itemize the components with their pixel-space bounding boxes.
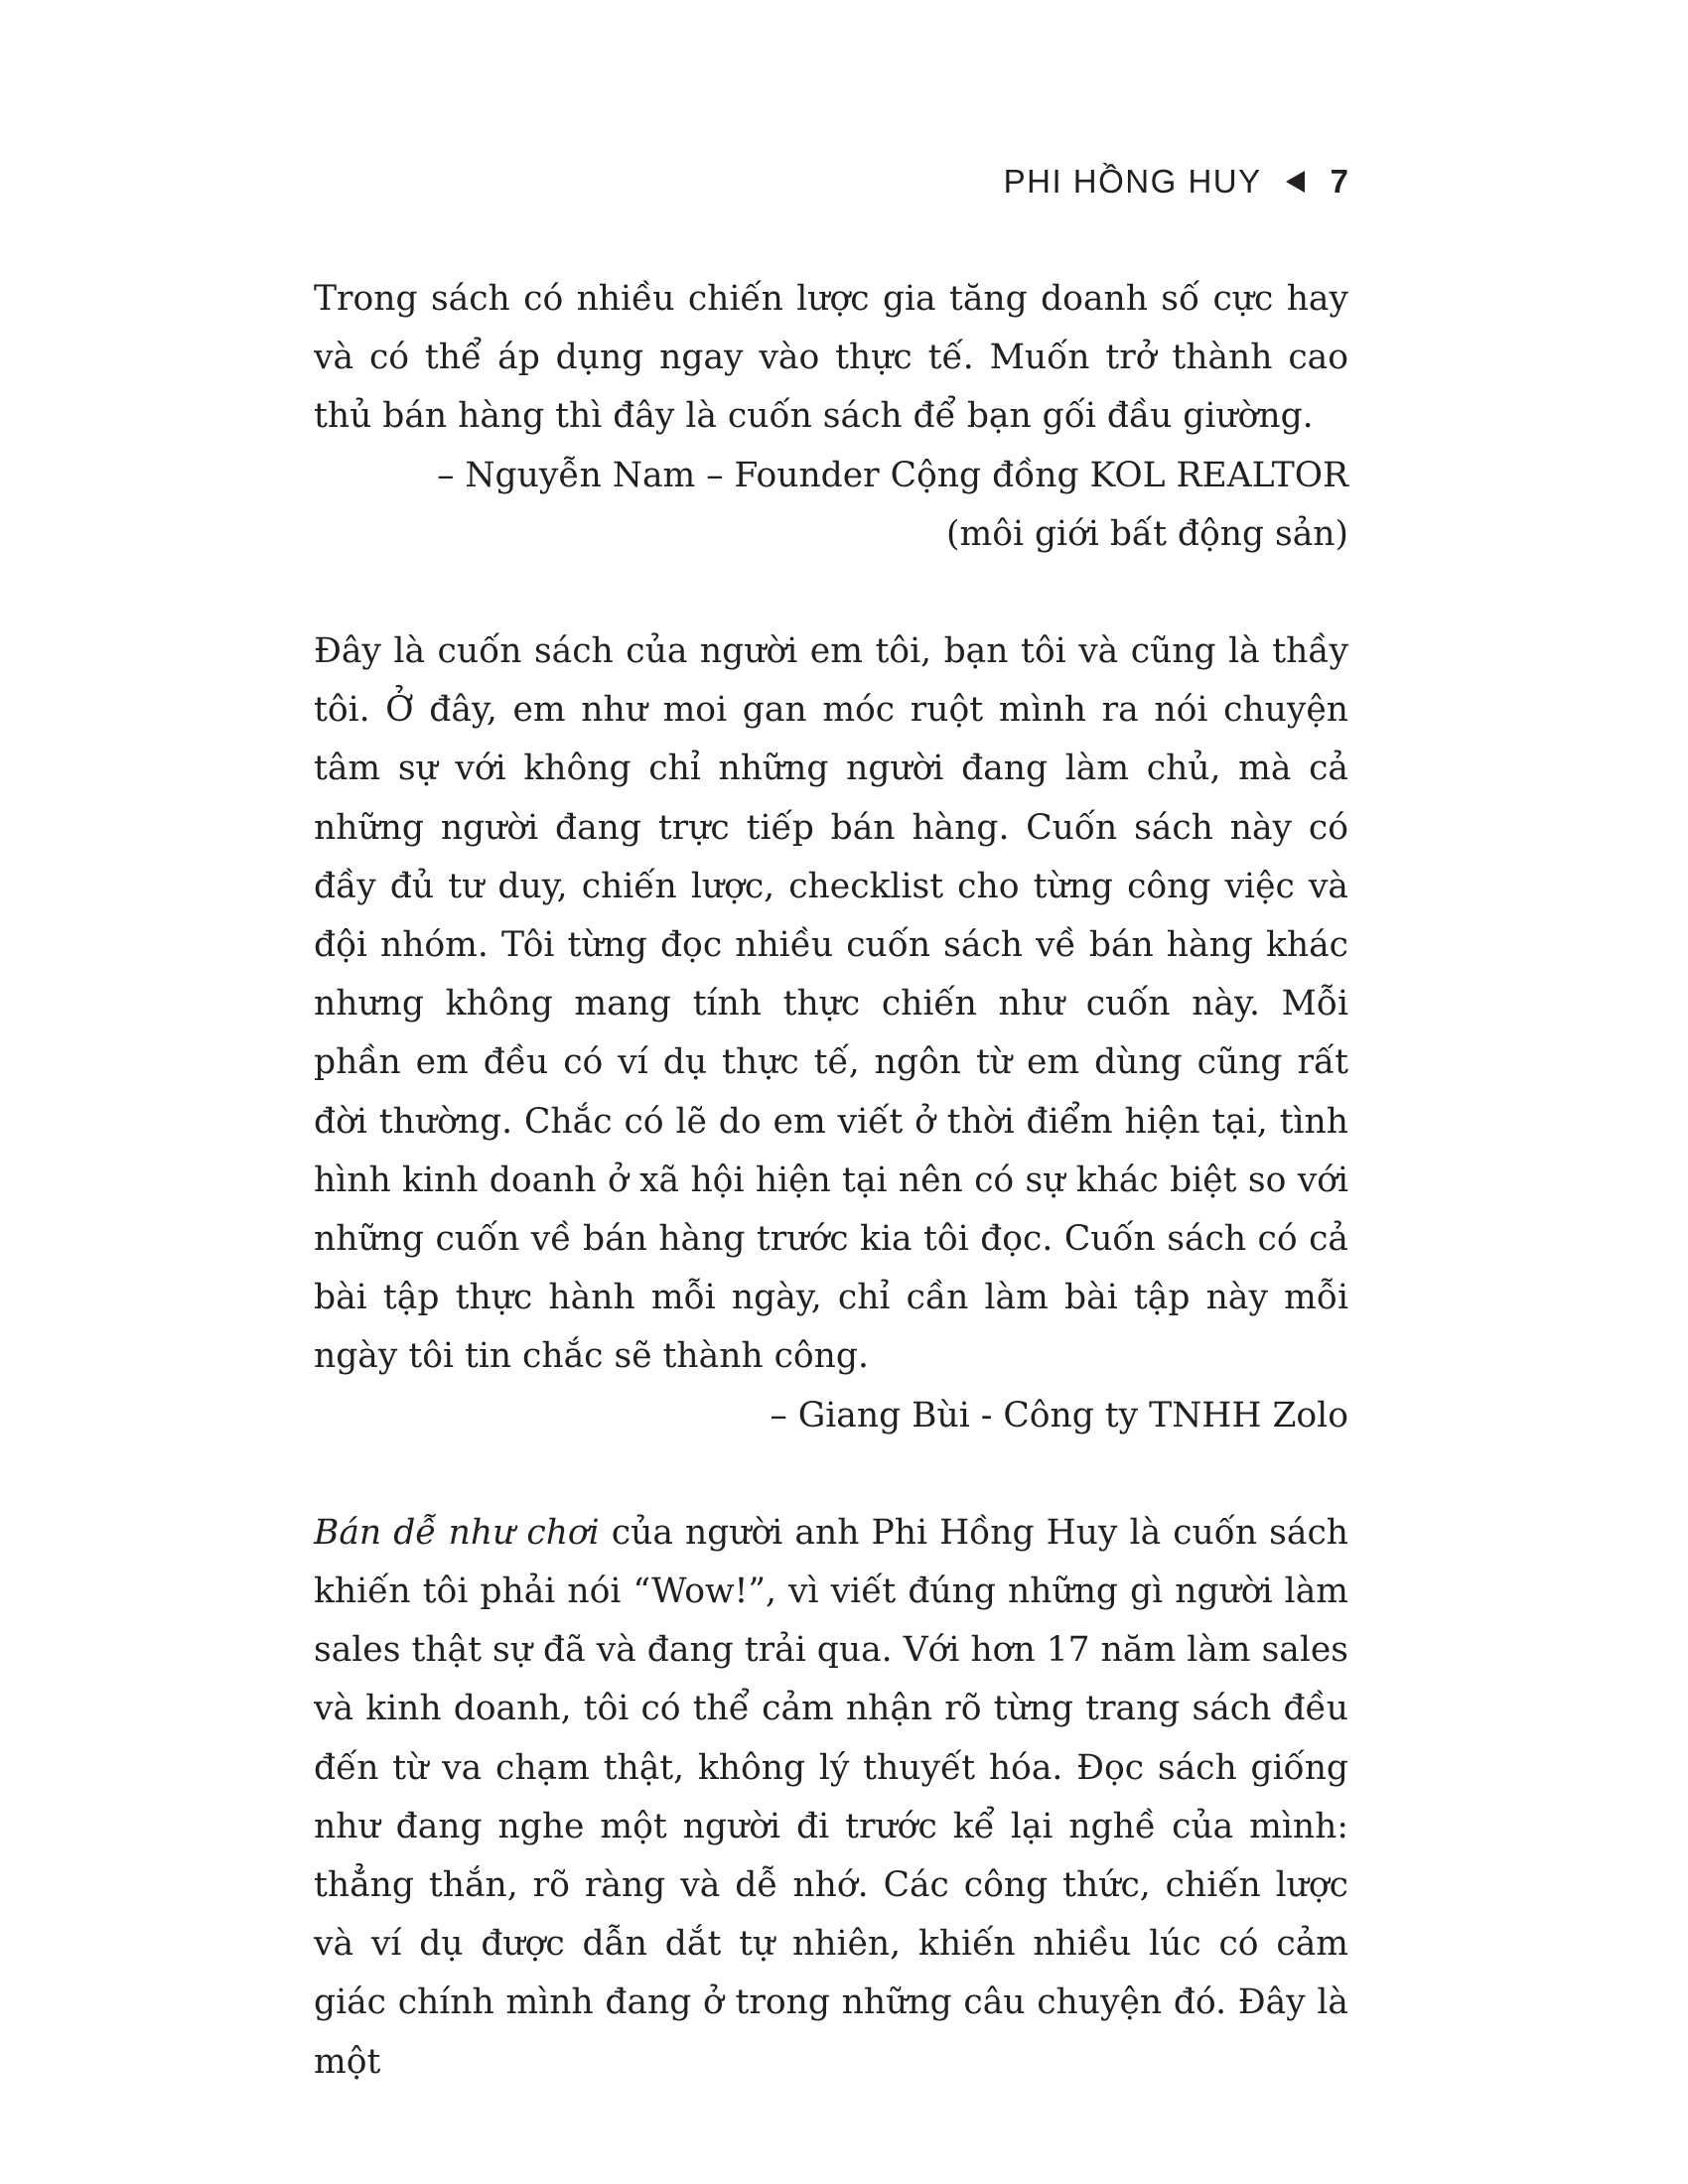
testimonial-1	[314, 270, 1348, 564]
page-number: 7	[1330, 163, 1348, 200]
book-title: Bán dễ như chơi	[314, 1512, 600, 1553]
testimonial-1-attribution: – Nguyễn Nam – Founder Cộng đồng KOL REALTOR	[437, 455, 1348, 495]
testimonial-3-text	[314, 1504, 1348, 2092]
paragraph-gap	[314, 1445, 1348, 1504]
testimonial-3	[314, 1504, 1348, 2092]
running-head	[1004, 157, 1348, 206]
paragraph-gap	[314, 564, 1348, 622]
running-head-author: PHI HỒNG HUY	[1003, 163, 1262, 200]
left-triangle-icon	[1286, 171, 1305, 193]
testimonial-3-body: của người anh Phi Hồng Huy là cuốn sách khiến tôi phải nói “Wow!”, vì viết đúng những gì người làm sales thật sự đã và đang trải qua. Với hơn 17 năm làm sales và kinh doanh, tôi có thể cảm nhận rõ từng trang sách đều đến từ va chạm thật, không lý thuyết hóa. Đọc sách giống như đang nghe một người đi trước kể lại nghề của mình: thẳng thắn, rõ ràng và dễ nhớ. Các công thức, chiến lược và ví dụ được dẫn dắt tự nhiên, khiến nhiều lúc có cảm giác chính mình đang ở trong những câu chuyện đó. Đây là một	[314, 1512, 1348, 2082]
page-body	[314, 270, 1348, 2092]
testimonial-2-text: Đây là cuốn sách của người em tôi, bạn tôi và cũng là thầy tôi. Ở đây, em như moi gan móc ruột mình ra nói chuyện tâm sự với không chỉ những người đang làm chủ, mà cả những người đang trực tiếp bán hàng. Cuốn sách này có đầy đủ tư duy, chiến lược, checklist cho từng công việc và đội nhóm. Tôi từng đọc nhiều cuốn sách về bán hàng khác nhưng không mang tính thực chiến như cuốn này. Mỗi phần em đều có ví dụ thực tế, ngôn từ em dùng cũng rất đời thường. Chắc có lẽ do em viết ở thời điểm hiện tại, tình hình kinh doanh ở xã hội hiện tại nên có sự khác biệt so với những cuốn về bán hàng trước kia tôi đọc. Cuốn sách có cả bài tập thực hành mỗi ngày, chỉ cần làm bài tập này mỗi ngày tôi tin chắc sẽ thành công.	[314, 631, 1348, 1377]
testimonial-2-attribution: – Giang Bùi - Công ty TNHH Zolo	[770, 1395, 1348, 1435]
testimonial-2	[314, 622, 1348, 1445]
testimonial-1-attribution-detail: (môi giới bất động sản)	[946, 513, 1348, 554]
testimonial-1-text: Trong sách có nhiều chiến lược gia tăng doanh số cực hay và có thể áp dụng ngay vào thực tế. Muốn trở thành cao thủ bán hàng thì đây là cuốn sách để bạn gối đầu giường.	[314, 279, 1348, 437]
